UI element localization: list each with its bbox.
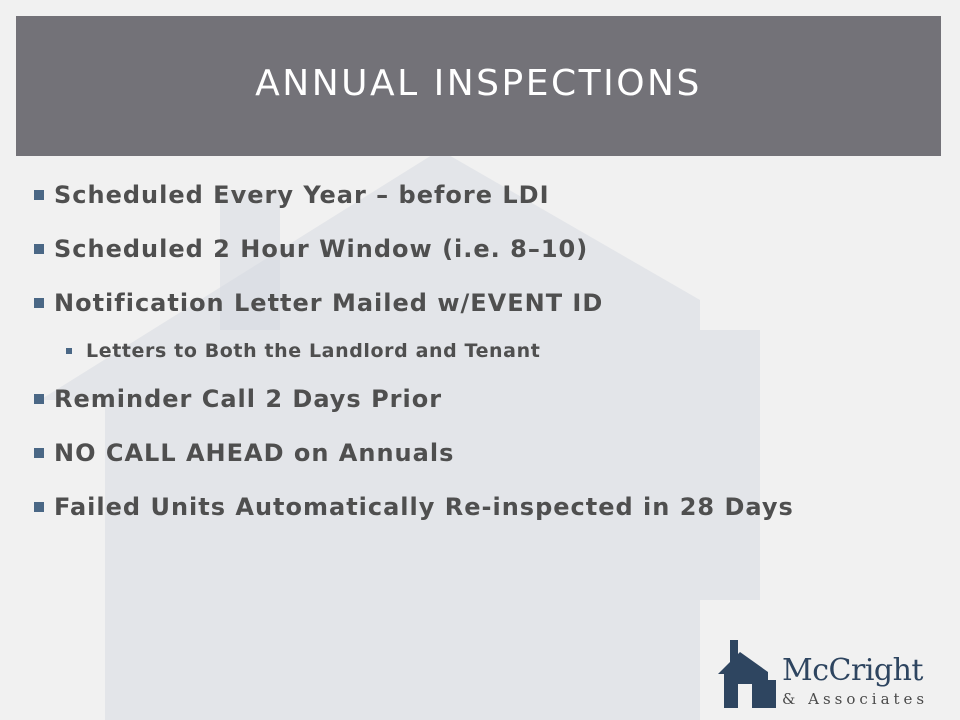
- title-bar: [16, 16, 941, 156]
- bullet-text: Scheduled 2 Hour Window (i.e. 8–10): [54, 235, 589, 263]
- sub-bullet-text: Letters to Both the Landlord and Tenant: [86, 340, 541, 362]
- square-bullet-icon: [34, 244, 44, 254]
- small-square-bullet-icon: [66, 348, 72, 354]
- bullet-text: Notification Letter Mailed w/EVENT ID: [54, 289, 604, 317]
- bullet-item: [34, 276, 934, 330]
- logo-subtitle: & Associates: [782, 690, 929, 708]
- square-bullet-icon: [34, 298, 44, 308]
- logo-name: McCright: [782, 653, 923, 688]
- square-bullet-icon: [34, 502, 44, 512]
- bullet-text: Reminder Call 2 Days Prior: [54, 385, 443, 413]
- bullet-text: NO CALL AHEAD on Annuals: [54, 439, 455, 467]
- bullet-item: [34, 372, 934, 426]
- square-bullet-icon: [34, 394, 44, 404]
- bullet-item: [34, 480, 934, 534]
- bullet-text: Scheduled Every Year – before LDI: [54, 181, 550, 209]
- bullet-item: [34, 222, 934, 276]
- square-bullet-icon: [34, 190, 44, 200]
- house-logo-icon: [718, 640, 778, 708]
- sub-bullet-item: [66, 330, 934, 372]
- page-title: ANNUAL INSPECTIONS: [255, 62, 702, 104]
- bullet-list: [34, 168, 934, 534]
- square-bullet-icon: [34, 448, 44, 458]
- company-logo: [718, 636, 938, 712]
- bullet-text: Failed Units Automatically Re-inspected in 28 Days: [54, 493, 794, 521]
- bullet-item: [34, 426, 934, 480]
- bullet-item: [34, 168, 934, 222]
